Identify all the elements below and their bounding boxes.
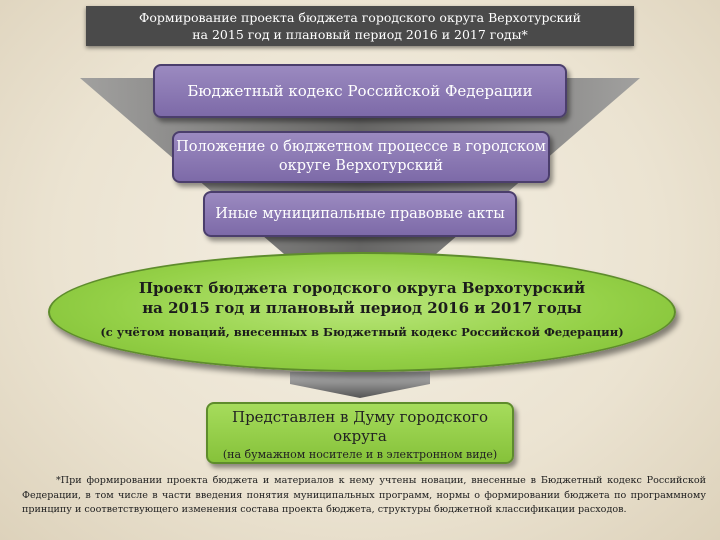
- submission-line-1: Представлен в Думу городского: [231, 408, 488, 426]
- title-line-2: на 2015 год и плановый период 2016 и 2017 годы*: [192, 27, 528, 42]
- submission-box: [206, 402, 514, 464]
- title-line-1: Формирование проекта бюджета городского округа Верхотурский: [138, 10, 582, 25]
- submission-note: (на бумажном носителе и в электронном виде): [222, 448, 498, 461]
- submission-line-2: округа: [333, 427, 387, 445]
- budget-code-label: Бюджетный кодекс Российской Федерации: [187, 82, 533, 100]
- footnote-text: *При формировании проекта бюджета и материалов к нему учтены новации, внесенные в Бюджетный кодекс Российской Федерации, в том числе в части введения понятия муниципальных программ, нормы о формировании бюджета по программному принципу и соответствующего изменения состава проекта бюджета, структуры бюджетной классификации расходов.: [22, 475, 706, 515]
- budget-process-regulation-box: [172, 131, 550, 183]
- municipal-acts-box: [203, 191, 517, 237]
- municipal-acts-label: Иные муниципальные правовые акты: [215, 206, 505, 222]
- regulation-label-line-1: Положение о бюджетном процессе в городском: [176, 139, 546, 155]
- budget-project-text: [60, 278, 664, 340]
- project-note: (с учётом новаций, внесенных в Бюджетный кодекс Российской Федерации): [100, 325, 624, 339]
- project-line-2: на 2015 год и плановый период 2016 и 2017 годы: [142, 299, 582, 317]
- regulation-label-line-2: округе Верхотурский: [278, 158, 444, 174]
- project-line-1: Проект бюджета городского округа Верхотурский: [138, 279, 586, 297]
- footnote: [22, 474, 706, 518]
- down-arrow: [290, 372, 430, 398]
- budget-code-box: [153, 64, 567, 118]
- slide-title: [86, 6, 634, 46]
